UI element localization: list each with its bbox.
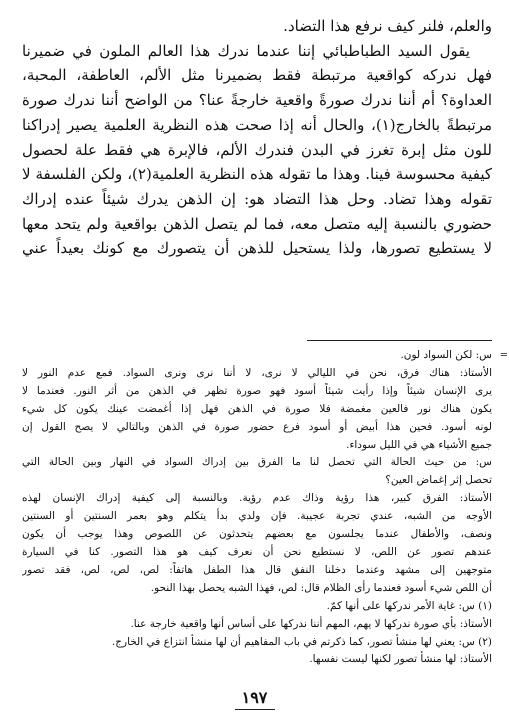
footnote-line: (١) س: غاية الأمر ندركها على أنها كمّ. <box>326 599 492 612</box>
footnote-line: يرى الإنسان شيئاً وإذا رأيت شيئاً أسود فهو صورة تظهر في الذهن من أثر النور. فعندما لا <box>22 384 492 397</box>
text-line: لا يستطيع تصورها، ولذا يستحيل للذهن أن يتصورك مع كونك بعيداً عني <box>22 239 492 258</box>
footnote-line: تحصل إثر إغماض العين؟ <box>385 474 492 487</box>
text-line: للون مثل إبرة تغرز في البدن فندرك الألم، فالإبرة هي فقط علة لحصول <box>22 140 492 159</box>
text-line: مرتبطةً بالخارج(١)، والحال أنه إذا صحت هذه النظرية العلمية يصير إدراكنا <box>22 115 492 134</box>
footnote-line: جميع الأشياء هي في الليل سوداء. <box>346 438 492 451</box>
footnote-line: الأوجه من الشبه، عندي تجربة عجيبة. فإن ولدي بدأ يتكلم وهو بعمر السنتين أو السنتين <box>22 510 492 523</box>
footnote-line: الأستاذ: هناك فرق، نحن في الليالي لا نرى، لا أننا نرى ونرى السواد. فمع عدم النور لا <box>22 366 492 379</box>
continuation-marker: = <box>499 350 508 361</box>
footnote-line: الأستاذ: بأي صورة ندركها لا يهم، المهم أننا ندركها على أساس أنها واقعية خارجة عنا. <box>130 617 492 630</box>
text-line: تقوله وهذا تضاد. وحل هذا التضاد هو: إن الذهن يدرك شيئاً عنده إدراك <box>22 189 492 208</box>
text-line: فهل ندركه كواقعية مرتبطة فقط بضميرنا مثل الألم، العاطفة، المحبة، <box>22 66 492 85</box>
footnote-line: س: لكن السواد لون. <box>400 349 492 361</box>
footnote-divider <box>307 340 492 341</box>
footnote-line: أن اللص شيء أسود فعندما رأى الظلام قال: لص، فهذا الشبه يحصل بهذا النحو. <box>150 581 492 594</box>
footnote-line: الأستاذ: لها منشأ تصور لكنها ليست نفسها. <box>309 653 492 666</box>
page-number: ١٩٧ <box>0 688 509 710</box>
text-line: والعلم، فلنر كيف نرفع هذا التضاد. <box>283 17 492 35</box>
main-text <box>22 14 492 261</box>
document-page <box>22 14 508 666</box>
footnote-line: ونصف، والأطفال عندما يجلسون مع بعضهم يتحدثون عن اللصوص وهذا يوجب أن يكون <box>22 528 492 541</box>
text-line: حضوري بالنسبة إليه متصل معه، فما لم يتصل الذهن بواقعية ولم يتحد معها <box>22 214 492 233</box>
footnote-line: عندهم تصور عن اللص، لا نستطيع نحن أن نعرف كيف هو هذا التصور. كنا في السيارة <box>22 545 492 558</box>
text-line: العداوة؟ أم أننا ندرك صورةً واقعية خارجةً عنا؟ من الواضح أننا ندرك صورة <box>22 91 492 110</box>
footnote-line: س: من حيث الحالة التي تحصل لنا ما الفرق بين إدراك السواد في النهار وبين الحالة التي <box>22 456 492 469</box>
footnote-line: يكون هناك نور فالعين مغمضة فلا صورة في الذهن فهل إذا أغمضت عينك يكون كل شيء <box>22 402 492 415</box>
text-line: كيفية محسوسة فينا. وهذا ما تقوله هذه النظرية العلمية(٢)، ولكن الفلسفة لا <box>22 165 492 184</box>
footnote-line: لونه أسود. فحين هذا أبيض أو أسود فرع حضور صورة في الذهن وبالتالي لا يصح القول إن <box>22 420 492 433</box>
text-line: يقول السيد الطباطبائي إننا عندما ندرك هذا العالم الملون في ضميرنا <box>22 41 470 60</box>
footnote-line: الأستاذ: الفرق كبير، هذا رؤية وذاك عدم رؤية. وبالنسبة إلى كيفية إدراك الإنسان لهذه <box>22 492 492 505</box>
footnote-line: (٢) س: يعني لها منشأ تصور، كما ذكرتم في باب المفاهيم أن لها منشأ انتزاع في الخارج. <box>111 635 492 648</box>
footnotes <box>22 347 508 669</box>
footnote-line: متوجهين إلى مشهد وعندما دخلنا النفق قال هذا الطفل هاتفاً: لص، لص، لص، فقد تصور <box>22 563 492 576</box>
